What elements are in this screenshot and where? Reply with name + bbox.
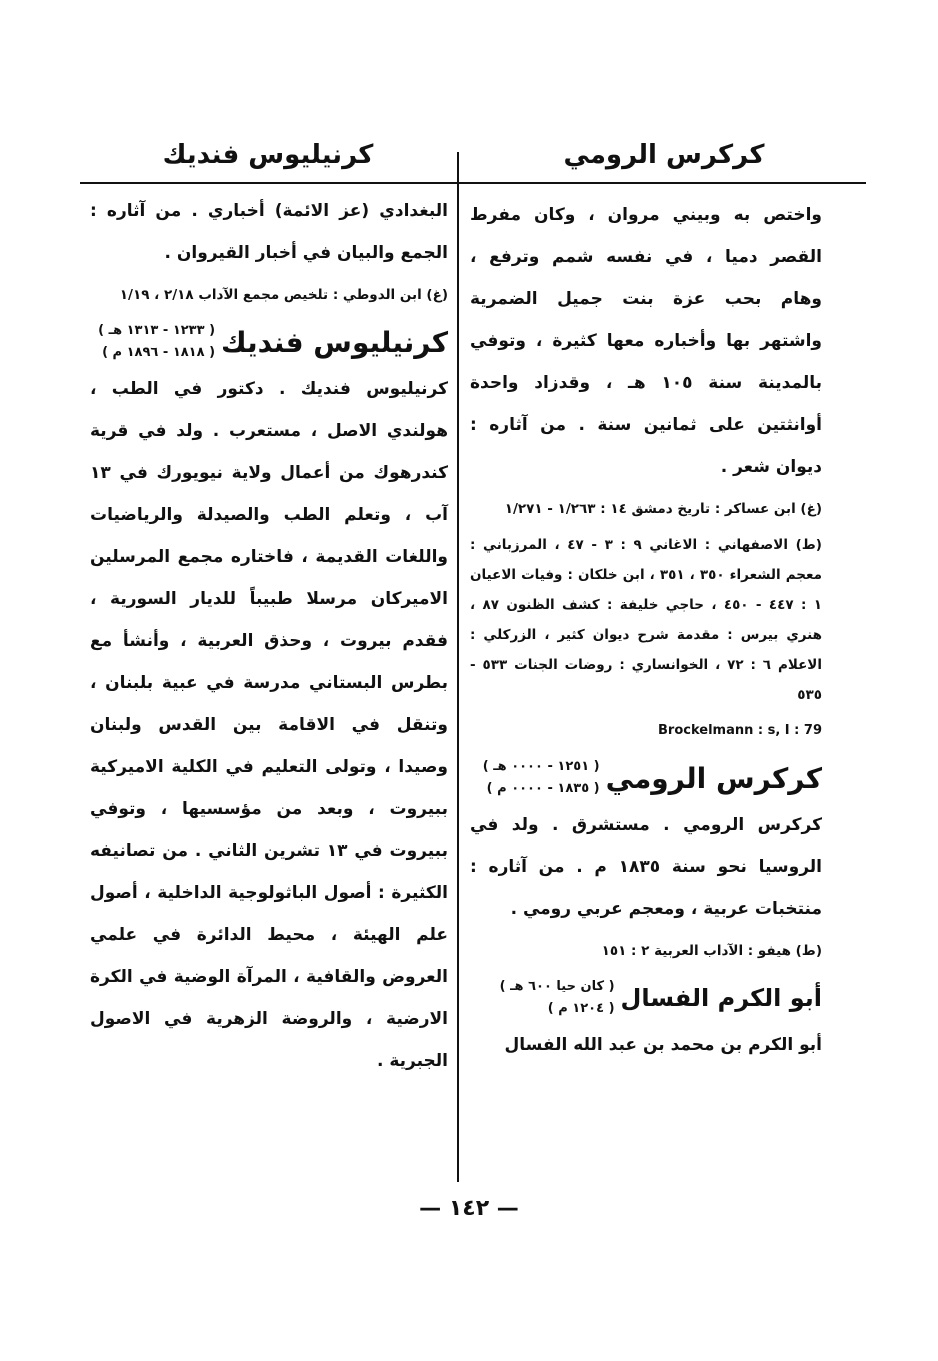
entry-name: كرنيليوس فنديك xyxy=(221,325,448,359)
entry-body-abu-alkaram: أبو الكرم بن محمد بن عبد الله الفسال xyxy=(504,1035,822,1055)
right-reference-1: (غ) ابن عساكر : تاريخ دمشق ١٤ : ١/٢٦٣ - ١/٢٧١ xyxy=(504,501,822,517)
entry-heading-abu-alkaram xyxy=(470,976,822,1020)
hijri-dates: ( ١٢٥١ - ٠٠٠٠ هـ ) xyxy=(482,759,600,774)
gregorian-dates: ( ١٢٠٤ م ) xyxy=(547,1001,615,1016)
left-reference: (غ) ابن الدوطي : تلخيص مجمع الآداب ٢/١٨ ، ١/١٩ xyxy=(119,287,448,303)
entry-dates xyxy=(500,976,615,1020)
column-divider xyxy=(457,152,459,1182)
entry-dates xyxy=(483,756,600,800)
gregorian-dates: ( ١٨٣٥ - ٠٠٠٠ م ) xyxy=(486,781,600,796)
right-reference-2: (ط) الاصفهاني : الاغاني ٩ : ٣ - ٤٧ ، المرزباني : معجم الشعراء ٣٥٠ ، ٣٥١ ، ابن خلكان : وفيات الاعيان ١ : ٤٤٧ - ٤٥٠ ، حاجي خليفة : كشف الظنون ٨٧ ، هنري بيرس : مقدمة شرح ديوان كثير ، الزركلي : الاعلام ٦ : ٧٢ ، الخوانساري : روضات الجنات ٥٣٣ - ٥٣٥ xyxy=(470,537,822,703)
entry-body-van-dyck: كرنيليوس فنديك . دكتور في الطب ، هولندي الاصل ، مستعرب . ولد في قرية كندرهوك من أعمال ولاية نيويورك في ١٣ آب ، وتعلم الطب والصيدلة والرياضيات واللغات القديمة ، فاختاره مجمع المرسلين الاميركان مرسلا طبيباً للديار السورية ، فقدم بيروت ، وحذق العربية ، وأنشأ مع بطرس البستاني مدرسة في عبية بلبنان ، وتنقل في الاقامة بين القدس ولبنان وصيدا ، وتولى التعليم في الكلية الاميركية ببيروت ، وبعد من مؤسسيها ، وتوفي ببيروت في ١٣ تشرين الثاني . من تصانيفه الكثيرة : أصول الباثولوجية الداخلية ، أصول علم الهيئة ، محيط الدائرة في علمي العروض والقافية ، المرآة الوضية في الكرة الارضية ، والروضة الزهرية في الاصول الجبرية . xyxy=(90,379,448,1071)
page-number: — ١٤٢ — xyxy=(419,1196,519,1221)
left-column xyxy=(90,190,448,1082)
entry-heading-korkoros xyxy=(470,756,822,800)
header-rule xyxy=(80,182,866,184)
right-column xyxy=(470,194,822,1066)
entry-heading-van-dyck xyxy=(90,320,448,364)
latin-reference: Brockelmann : s, I : 79 xyxy=(658,723,822,738)
gregorian-dates: ( ١٨١٨ - ١٨٩٦ م ) xyxy=(102,345,216,360)
hijri-dates: ( ١٢٣٣ - ١٣١٣ هـ ) xyxy=(98,323,216,338)
right-column-header: كركرس الرومي xyxy=(563,140,765,170)
entry-dates xyxy=(98,320,215,364)
entry-reference-korkoros: (ط) هيفو : الآداب العربية ٢ : ١٥١ xyxy=(601,943,822,959)
right-continuation-text: واختص به وبيني مروان ، وكان مفرط القصر دميا ، في نفسه شمم وترفع ، وهام بحب عزة بنت جميل الضمرية واشتهر بها وأخباره معها كثيرة ، وتوفي بالمدينة سنة ١٠٥ هـ ، وقدزاد واحدة أوانثتين على ثمانين سنة . من آثاره : ديوان شعر . xyxy=(470,205,822,477)
entry-name: أبو الكرم الفسال xyxy=(620,984,822,1012)
entry-name: كركرس الرومي xyxy=(605,761,822,795)
entry-body-korkoros: كركرس الرومي . مستشرق . ولد في الروسيا نحو سنة ١٨٣٥ م . من آثاره : منتخبات عربية ، ومعجم عربي رومي . xyxy=(470,815,822,919)
hijri-dates: ( كان حيا ٦٠٠ هـ ) xyxy=(499,979,615,994)
left-continuation-text: البغدادي (عز الائمة) أخباري . من آثاره : الجمع والبيان في أخبار القيروان . xyxy=(90,201,448,263)
left-column-header: كرنيليوس فنديك xyxy=(162,140,374,170)
